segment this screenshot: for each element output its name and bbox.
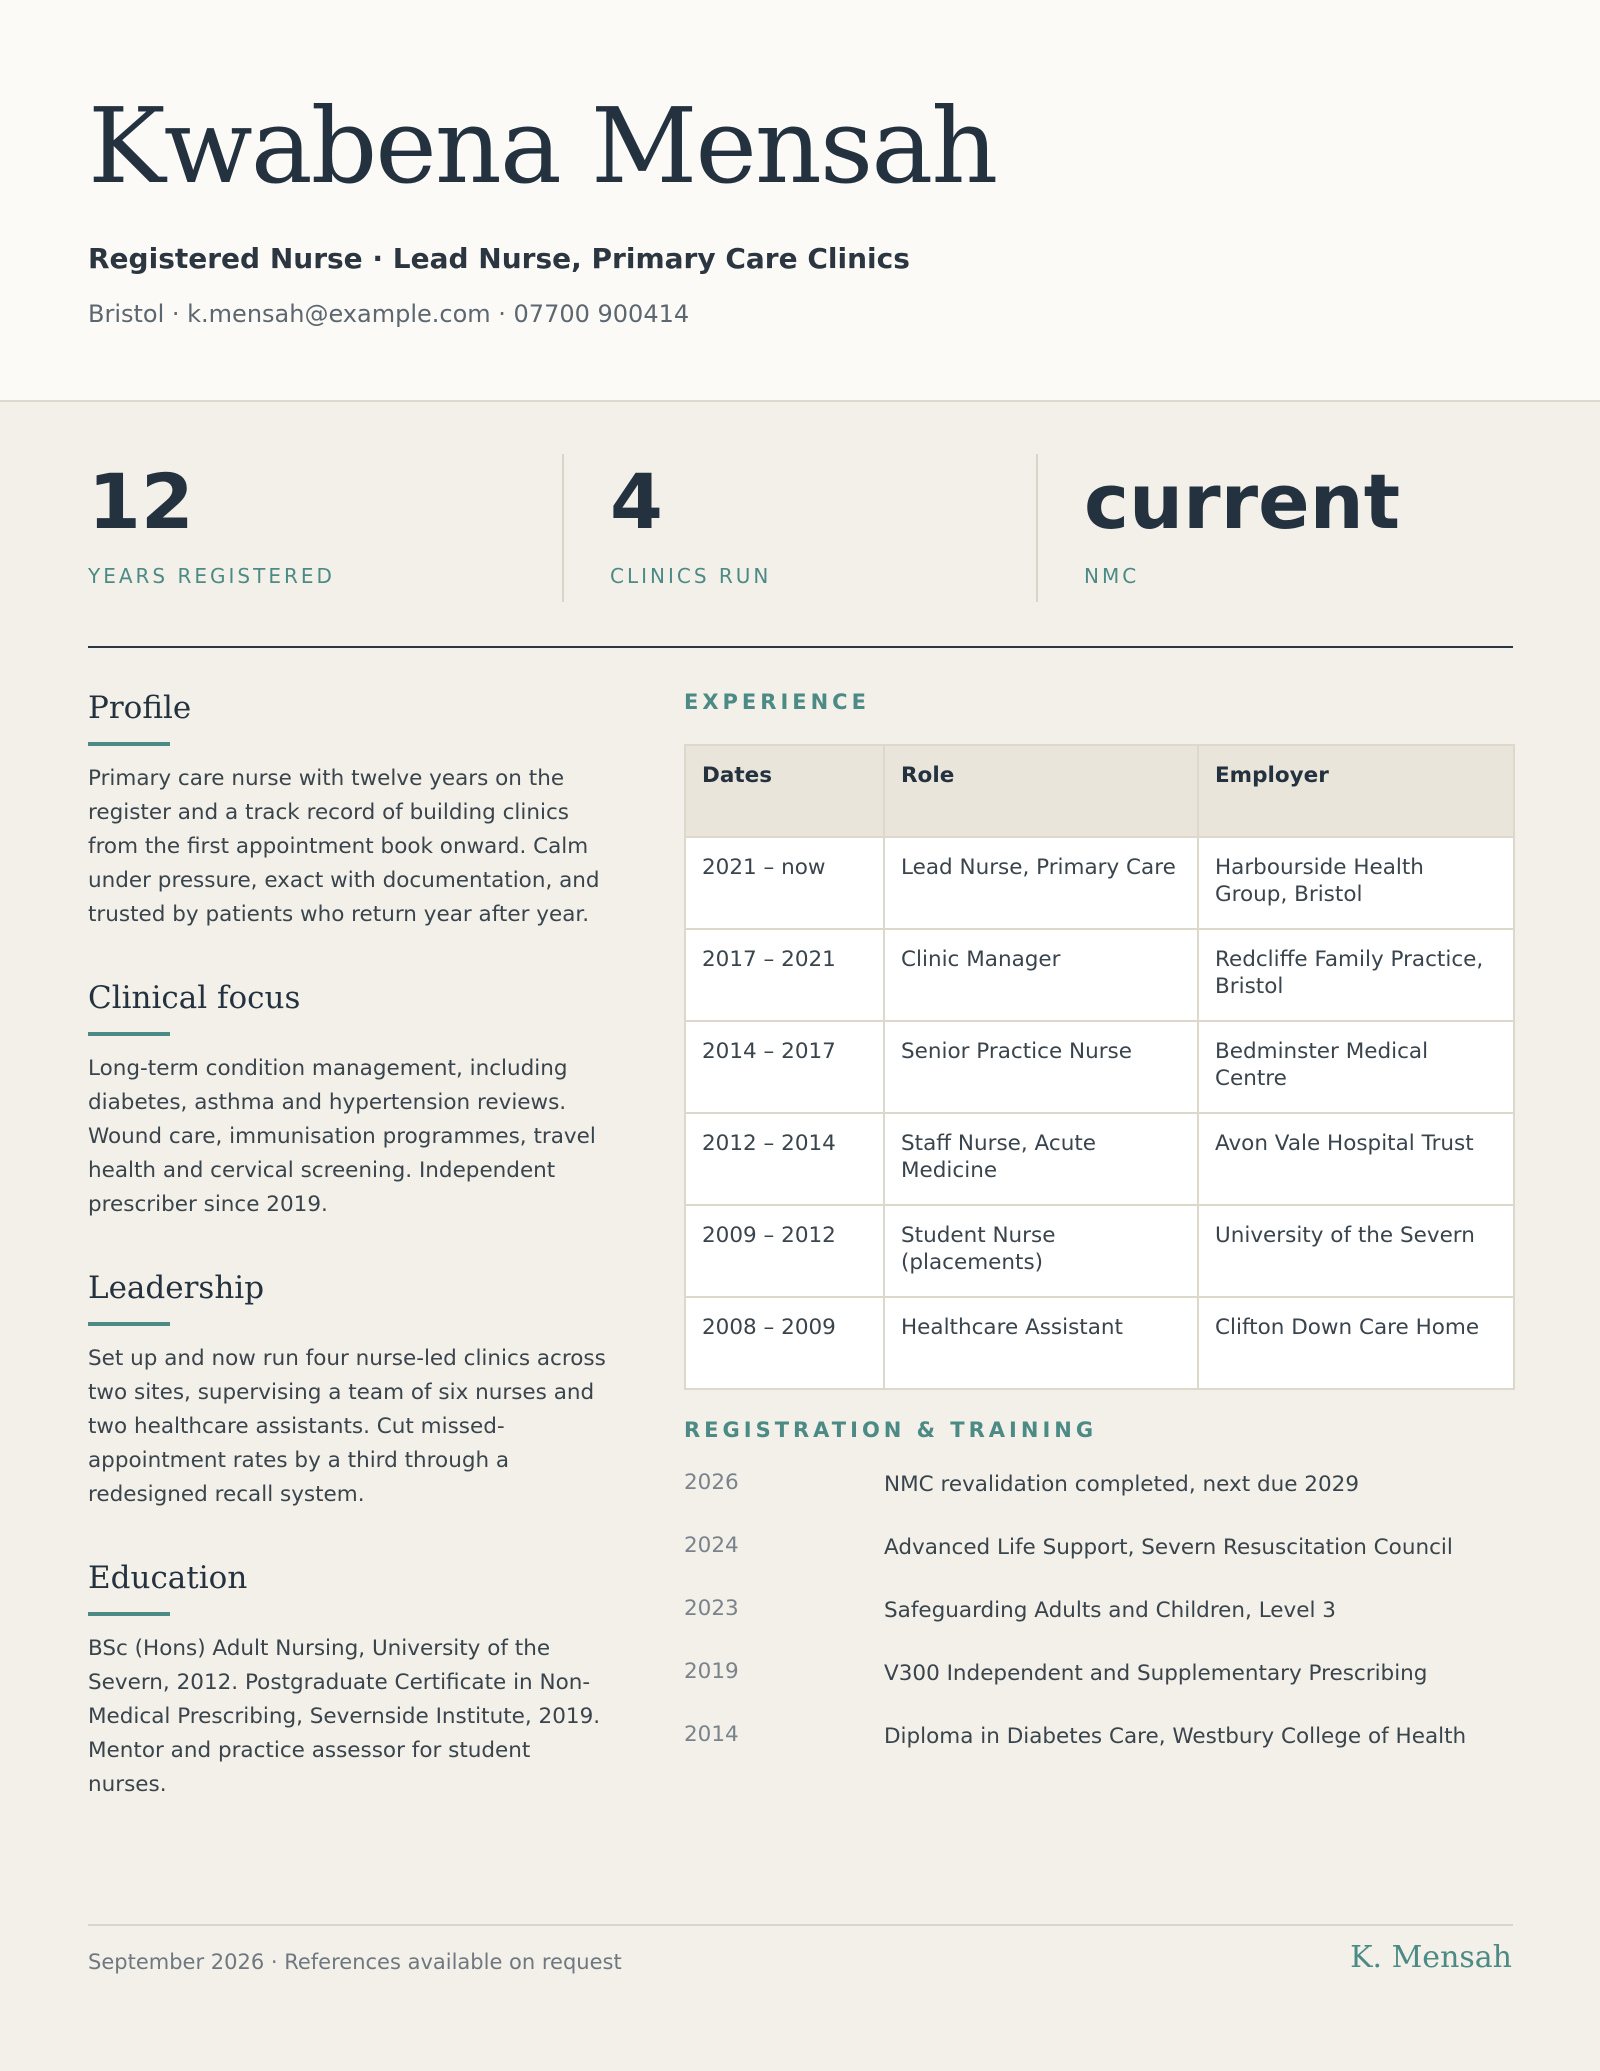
training-year: 2024 bbox=[684, 1533, 739, 1558]
table-row bbox=[685, 837, 1514, 929]
clinical-focus-section bbox=[88, 978, 608, 1222]
footer-divider bbox=[88, 1924, 1513, 1926]
column-header-employer: Employer bbox=[1198, 745, 1514, 837]
training-text: Safeguarding Adults and Children, Level 3 bbox=[884, 1598, 1336, 1623]
stat-divider bbox=[1036, 454, 1038, 602]
title-underline bbox=[88, 1032, 170, 1036]
section-body: Set up and now run four nurse-led clinics across two sites, supervising a team of six nurses and two healthcare assistants. Cut missed-appointment rates by a third through a redesigned recall system. bbox=[88, 1346, 606, 1507]
list-item bbox=[684, 1659, 1513, 1722]
cell-employer: Clifton Down Care Home bbox=[1198, 1297, 1514, 1389]
stat-value: 12 bbox=[88, 457, 194, 546]
training-list bbox=[684, 1470, 1513, 1785]
list-item bbox=[684, 1722, 1513, 1785]
stat-label: YEARS REGISTERED bbox=[88, 564, 335, 588]
stat-years-registered bbox=[88, 454, 335, 602]
list-item bbox=[684, 1470, 1513, 1533]
list-item bbox=[684, 1533, 1513, 1596]
education-section bbox=[88, 1558, 608, 1802]
experience-caption: EXPERIENCE bbox=[684, 690, 870, 714]
cell-dates: 2014 – 2017 bbox=[685, 1021, 884, 1113]
section-title: Profile bbox=[88, 690, 192, 726]
stat-label: CLINICS RUN bbox=[610, 564, 772, 588]
title-underline bbox=[88, 1322, 170, 1326]
leadership-section bbox=[88, 1268, 608, 1512]
cell-dates: 2012 – 2014 bbox=[685, 1113, 884, 1205]
section-title: Education bbox=[88, 1560, 248, 1596]
header bbox=[0, 0, 1600, 402]
table-header-row bbox=[685, 745, 1514, 837]
footer-note: September 2026 · References available on request bbox=[88, 1950, 622, 1974]
cell-employer: Redcliffe Family Practice, Bristol bbox=[1198, 929, 1514, 1021]
cell-role: Lead Nurse, Primary Care bbox=[884, 837, 1198, 929]
cell-role: Healthcare Assistant bbox=[884, 1297, 1198, 1389]
right-column bbox=[684, 690, 1513, 1785]
training-year: 2014 bbox=[684, 1722, 739, 1747]
cell-dates: 2021 – now bbox=[685, 837, 884, 929]
training-year: 2026 bbox=[684, 1470, 739, 1495]
training-text: NMC revalidation completed, next due 2029 bbox=[884, 1472, 1360, 1497]
cell-dates: 2017 – 2021 bbox=[685, 929, 884, 1021]
title-underline bbox=[88, 742, 170, 746]
cell-dates: 2009 – 2012 bbox=[685, 1205, 884, 1297]
cell-employer: Avon Vale Hospital Trust bbox=[1198, 1113, 1514, 1205]
cell-employer: University of the Severn bbox=[1198, 1205, 1514, 1297]
cell-role: Senior Practice Nurse bbox=[884, 1021, 1198, 1113]
training-text: Advanced Life Support, Severn Resuscitation Council bbox=[884, 1535, 1453, 1560]
training-year: 2019 bbox=[684, 1659, 739, 1684]
stat-clinics-run bbox=[610, 454, 771, 602]
candidate-name: Kwabena Mensah bbox=[88, 85, 997, 207]
table-row bbox=[685, 1113, 1514, 1205]
cell-role: Clinic Manager bbox=[884, 929, 1198, 1021]
signature: K. Mensah bbox=[1350, 1940, 1512, 1975]
experience-table bbox=[684, 744, 1515, 1390]
title-underline bbox=[88, 1612, 170, 1616]
table-row bbox=[685, 1205, 1514, 1297]
stat-divider bbox=[562, 454, 564, 602]
training-text: Diploma in Diabetes Care, Westbury College of Health bbox=[884, 1724, 1467, 1749]
column-header-role: Role bbox=[884, 745, 1198, 837]
cell-role: Student Nurse (placements) bbox=[884, 1205, 1198, 1297]
list-item bbox=[684, 1596, 1513, 1659]
column-header-dates: Dates bbox=[685, 745, 884, 837]
stat-value: current bbox=[1084, 457, 1401, 546]
section-divider bbox=[88, 646, 1513, 648]
profile-section bbox=[88, 688, 608, 932]
cell-employer: Bedminster Medical Centre bbox=[1198, 1021, 1514, 1113]
stat-value: 4 bbox=[610, 457, 663, 546]
section-body: Primary care nurse with twelve years on the register and a track record of building clinics from the first appointment book onward. Calm under pressure, exact with documentation, and trusted by patients who return year after year. bbox=[88, 766, 600, 927]
training-year: 2023 bbox=[684, 1596, 739, 1621]
section-body: BSc (Hons) Adult Nursing, University of the Severn, 2012. Postgraduate Certificate in Non-Medical Prescribing, Severnside Institute, 2019. Mentor and practice assessor for student nurses. bbox=[88, 1636, 601, 1797]
job-tagline: Registered Nurse · Lead Nurse, Primary Care Clinics bbox=[88, 242, 910, 275]
left-column bbox=[88, 688, 608, 1848]
stat-nmc bbox=[1084, 454, 1400, 602]
section-title: Leadership bbox=[88, 1270, 265, 1306]
training-caption: REGISTRATION & TRAINING bbox=[684, 1418, 1098, 1442]
cell-dates: 2008 – 2009 bbox=[685, 1297, 884, 1389]
section-title: Clinical focus bbox=[88, 980, 301, 1016]
table-row bbox=[685, 1021, 1514, 1113]
cell-role: Staff Nurse, Acute Medicine bbox=[884, 1113, 1198, 1205]
training-text: V300 Independent and Supplementary Prescribing bbox=[884, 1661, 1428, 1686]
section-body: Long-term condition management, including diabetes, asthma and hypertension reviews. Wound care, immunisation programmes, travel health and cervical screening. Independent prescriber since 2019. bbox=[88, 1056, 596, 1217]
stat-label: NMC bbox=[1084, 564, 1140, 588]
contact-line: Bristol · k.mensah@example.com · 07700 900414 bbox=[88, 300, 690, 328]
table-row bbox=[685, 1297, 1514, 1389]
table-row bbox=[685, 929, 1514, 1021]
cell-employer: Harbourside Health Group, Bristol bbox=[1198, 837, 1514, 929]
